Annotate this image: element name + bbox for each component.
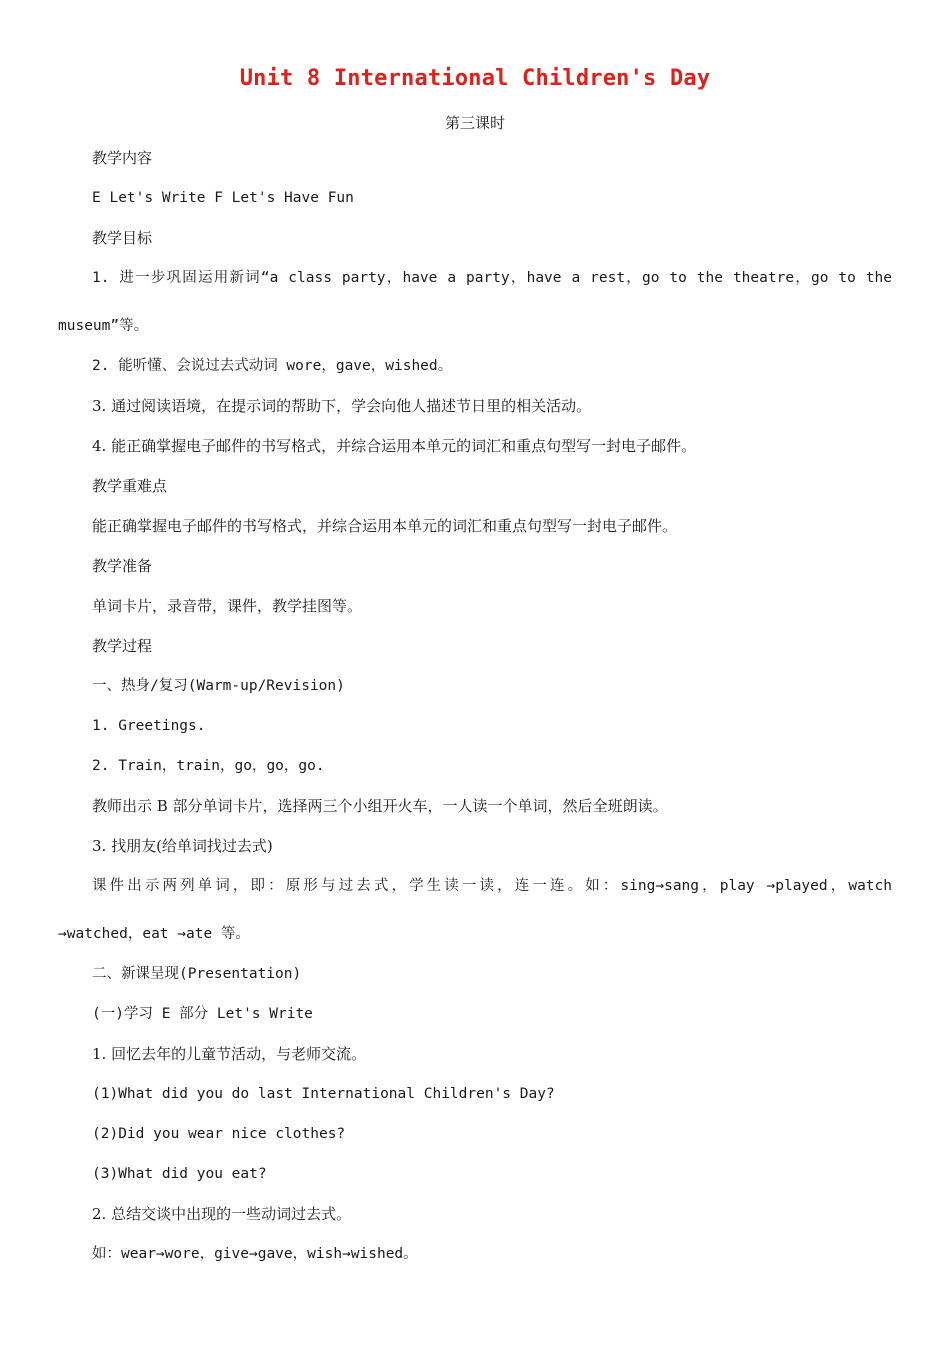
content-line: 能正确掌握电子邮件的书写格式，并综合运用本单元的词汇和重点句型写一封电子邮件。 <box>92 517 678 535</box>
step-heading: 二、新课呈现(Presentation) <box>92 966 302 982</box>
section-heading: 教学准备 <box>92 557 153 575</box>
goal-item: 3. 通过阅读语境，在提示词的帮助下，学会向他人描述节日里的相关活动。 <box>92 397 592 415</box>
content-line: 单词卡片，录音带，课件，教学挂图等。 <box>92 597 363 615</box>
section-heading: 教学重难点 <box>92 477 168 495</box>
content-line: 教师出示 B 部分单词卡片，选择两三个小组开火车，一人读一个单词，然后全班朗读。 <box>92 797 668 815</box>
goal-item-continued: museum”等。 <box>58 318 149 334</box>
section-heading: 教学过程 <box>92 637 153 655</box>
goal-item: 2. 能听懂、会说过去式动词 wore，gave，wished。 <box>92 358 453 374</box>
example-line: 如：wear→wore，give→gave，wish→wished。 <box>92 1246 418 1262</box>
document-title: Unit 8 International Children's Day <box>239 66 711 91</box>
goal-item: 4. 能正确掌握电子邮件的书写格式，并综合运用本单元的词汇和重点句型写一封电子邮件。 <box>92 437 697 455</box>
step-item: 3. 找朋友(给单词找过去式) <box>92 837 273 855</box>
step-item: 1. 回忆去年的儿童节活动，与老师交流。 <box>92 1045 367 1063</box>
step-subheading: (一)学习 E 部分 Let's Write <box>92 1006 313 1022</box>
question-item: (3)What did you eat? <box>92 1166 267 1182</box>
content-line: 课件出示两列单词，即：原形与过去式，学生读一读，连一连。如：sing→sang，play →played，watch <box>92 878 892 894</box>
goal-item: 1. 进一步巩固运用新词“a class party，have a party，have a rest，go to the theatre，go to the <box>92 270 892 286</box>
section-heading: 教学内容 <box>92 149 153 167</box>
step-item: 2. Train，train，go，go，go. <box>92 758 325 774</box>
step-item: 1. Greetings. <box>92 718 206 734</box>
section-heading: 教学目标 <box>92 229 153 247</box>
lesson-subtitle: 第三课时 <box>444 114 505 132</box>
content-line-continued: →watched，eat →ate 等。 <box>58 926 250 942</box>
content-line: E Let's Write F Let's Have Fun <box>92 190 354 206</box>
step-item: 2. 总结交谈中出现的一些动词过去式。 <box>92 1205 352 1223</box>
question-item: (1)What did you do last International Children's Day? <box>92 1086 555 1102</box>
step-heading: 一、热身/复习(Warm-up/Revision) <box>92 678 345 694</box>
question-item: (2)Did you wear nice clothes? <box>92 1126 346 1142</box>
